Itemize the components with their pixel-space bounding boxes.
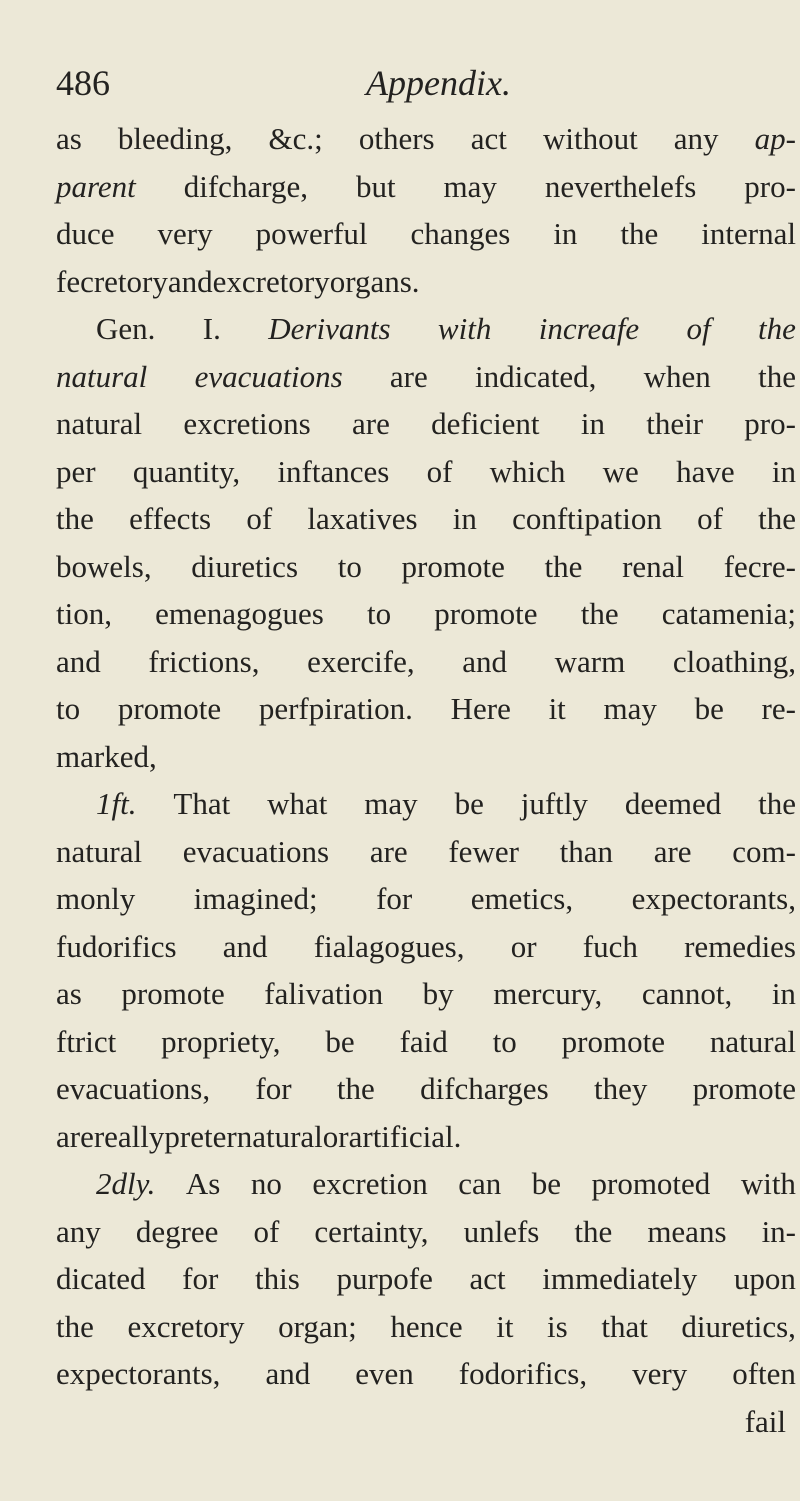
- word: powerful: [255, 216, 368, 251]
- word: promote: [401, 548, 505, 584]
- word: may: [364, 786, 418, 821]
- word: remedies: [684, 928, 796, 964]
- running-title: Appendix.: [366, 63, 511, 103]
- text-line: [56, 1261, 796, 1309]
- word: faid: [399, 1023, 448, 1059]
- catchword: fail: [744, 1403, 786, 1439]
- word: mercury,: [493, 976, 603, 1011]
- word: may: [603, 691, 657, 726]
- word: with: [740, 1166, 796, 1201]
- word: the: [56, 501, 94, 536]
- word: in: [771, 453, 796, 489]
- page-header: [56, 62, 776, 112]
- word: difcharge,: [183, 168, 308, 204]
- word: duce: [56, 216, 115, 251]
- word: this: [254, 1261, 300, 1296]
- word: That: [173, 786, 231, 821]
- text-line: [56, 121, 796, 169]
- word: natural: [56, 406, 143, 441]
- word: upon: [733, 1261, 796, 1296]
- word: the: [574, 1213, 613, 1249]
- text-line: [56, 169, 796, 217]
- word: often: [732, 1356, 796, 1391]
- word: purpofe: [336, 1261, 433, 1296]
- word: pro-: [744, 406, 796, 441]
- word: imagined;: [193, 881, 318, 916]
- text-line: [56, 739, 796, 787]
- word: really: [93, 1118, 165, 1154]
- word: laxatives: [307, 501, 418, 536]
- word: the: [336, 1071, 375, 1106]
- word: fecretory: [56, 263, 168, 299]
- word: effects: [129, 501, 212, 536]
- word: are: [369, 833, 408, 869]
- word: and: [265, 1356, 311, 1391]
- word: falivation: [264, 976, 384, 1011]
- word: natural: [56, 833, 143, 869]
- word: internal: [701, 216, 796, 251]
- word: Here: [450, 691, 511, 726]
- text-line: [56, 501, 796, 549]
- word: any: [56, 1213, 101, 1249]
- word: it: [496, 1308, 514, 1344]
- word: bowels,: [56, 548, 152, 584]
- word: natural: [709, 1023, 796, 1059]
- word: others: [358, 121, 435, 156]
- text-line: [56, 596, 796, 644]
- word: warm: [554, 643, 626, 679]
- word: the: [544, 548, 583, 584]
- word: are: [56, 1118, 94, 1154]
- word: expectorants,: [631, 881, 796, 916]
- word: fodorifics,: [458, 1356, 588, 1391]
- word: have: [676, 453, 735, 489]
- word: promote: [434, 596, 538, 631]
- word: in: [452, 501, 477, 536]
- word: no: [250, 1166, 282, 1201]
- word: inftances: [277, 453, 390, 489]
- text-line: [56, 311, 796, 359]
- word: marked,: [56, 738, 157, 774]
- word: ftrict: [56, 1023, 117, 1059]
- word: Derivants: [268, 311, 391, 346]
- word: the: [758, 786, 796, 821]
- word: it: [548, 691, 566, 726]
- word: natural: [56, 358, 148, 394]
- word: and: [56, 643, 101, 679]
- word: tion,: [56, 596, 112, 631]
- word: promote: [117, 691, 222, 726]
- word: and: [167, 263, 213, 299]
- word: which: [489, 453, 566, 489]
- text-line: [56, 549, 796, 597]
- word: organ;: [278, 1308, 357, 1344]
- text-line: [56, 454, 796, 502]
- word: bleeding,: [117, 121, 233, 156]
- word: of: [253, 1213, 280, 1249]
- word: emetics,: [470, 881, 574, 916]
- word: promote: [561, 1023, 665, 1059]
- text-line: [56, 1119, 796, 1167]
- word: of: [246, 501, 273, 536]
- word: may: [443, 168, 497, 204]
- word: expectorants,: [56, 1356, 221, 1391]
- word: propriety,: [161, 1023, 281, 1059]
- word: degree: [135, 1213, 219, 1249]
- word: unlefs: [463, 1213, 540, 1249]
- text-line: [56, 1309, 796, 1357]
- text-line: [56, 929, 796, 977]
- word: of: [426, 453, 453, 489]
- word: excretory: [127, 1308, 245, 1344]
- word: in: [771, 976, 796, 1011]
- word: the: [620, 216, 659, 251]
- word: the: [758, 501, 796, 536]
- word: as: [56, 976, 82, 1011]
- word: any: [673, 121, 719, 156]
- catchword-line: [56, 1404, 796, 1452]
- word: without: [542, 121, 638, 156]
- word: very: [157, 216, 213, 251]
- text-line: [56, 406, 796, 454]
- word: is: [547, 1308, 568, 1344]
- word: their: [646, 406, 704, 441]
- word: act: [469, 1261, 506, 1296]
- word: act: [470, 121, 507, 156]
- word: in: [580, 406, 605, 441]
- text-line: [56, 1024, 796, 1072]
- word: cloathing,: [672, 643, 796, 679]
- word: be: [531, 1166, 561, 1201]
- word: very: [632, 1356, 688, 1391]
- word: As: [185, 1166, 221, 1201]
- word: they: [593, 1071, 648, 1106]
- word: what: [267, 786, 328, 821]
- text-line: [56, 1356, 796, 1404]
- word: artificial.: [348, 1118, 462, 1154]
- word: exercife,: [307, 643, 415, 679]
- word: excretions: [183, 406, 311, 441]
- word: diuretics: [191, 548, 299, 584]
- word: organs.: [329, 263, 420, 299]
- word: parent: [56, 168, 136, 204]
- word: Gen.: [96, 311, 156, 346]
- word: renal: [622, 548, 685, 584]
- word: but: [355, 168, 396, 204]
- word: be: [694, 691, 724, 726]
- word: indicated,: [475, 358, 597, 394]
- word: be: [454, 786, 484, 821]
- word: for: [255, 1071, 292, 1106]
- word: the: [758, 311, 796, 346]
- body-text: [56, 121, 796, 1451]
- word: catamenia;: [661, 596, 796, 631]
- word: with: [437, 311, 492, 346]
- word: that: [601, 1308, 648, 1344]
- word: evacuations,: [56, 1071, 211, 1106]
- word: pro-: [744, 168, 796, 204]
- word: emenagogues: [155, 596, 324, 631]
- word: evacuations: [194, 358, 343, 394]
- word: neverthelefs: [544, 168, 697, 204]
- word: promote: [121, 976, 225, 1011]
- word: to: [337, 548, 362, 584]
- word: diuretics,: [681, 1308, 796, 1344]
- word: even: [355, 1356, 414, 1391]
- word: can: [458, 1166, 502, 1201]
- word: perfpiration.: [258, 691, 413, 726]
- text-line: [56, 264, 796, 312]
- text-line: [56, 834, 796, 882]
- word: &c.;: [268, 121, 323, 156]
- word: hence: [390, 1308, 463, 1344]
- word: fudorifics: [56, 928, 177, 964]
- text-line: [56, 359, 796, 407]
- word: dicated: [56, 1261, 146, 1296]
- word: to: [366, 596, 392, 631]
- word: quantity,: [132, 453, 241, 489]
- word: fuch: [582, 928, 638, 964]
- word: fewer: [448, 833, 519, 869]
- text-line: [56, 976, 796, 1024]
- text-line: [56, 216, 796, 264]
- word: immediately: [542, 1261, 698, 1296]
- word: I.: [202, 311, 221, 346]
- word: the: [758, 358, 796, 394]
- word: or: [322, 1118, 349, 1154]
- word: of: [697, 501, 723, 536]
- word: monly: [56, 881, 136, 916]
- word: to: [492, 1023, 517, 1059]
- word: excretion: [312, 1166, 428, 1201]
- word: 2dly.: [96, 1166, 156, 1201]
- word: the: [56, 1308, 94, 1344]
- word: in: [553, 216, 578, 251]
- word: when: [643, 358, 711, 394]
- word: are: [352, 406, 390, 441]
- word: certainty,: [314, 1213, 429, 1249]
- word: to: [56, 691, 81, 726]
- word: than: [559, 833, 613, 869]
- text-line: [56, 786, 796, 834]
- word: are: [653, 833, 692, 869]
- word: per: [56, 453, 96, 489]
- text-line: [56, 881, 796, 929]
- word: fialagogues,: [313, 928, 465, 964]
- text-line: [56, 644, 796, 692]
- word: promoted: [591, 1166, 711, 1201]
- word: the: [580, 596, 619, 631]
- word: conftipation: [512, 501, 662, 536]
- page-number: 486: [56, 63, 110, 103]
- word: deemed: [624, 786, 722, 821]
- word: ap-: [754, 121, 796, 156]
- word: re-: [761, 691, 796, 726]
- word: com-: [732, 833, 796, 869]
- text-line: [56, 1071, 796, 1119]
- word: evacuations: [182, 833, 330, 869]
- text-line: [56, 1214, 796, 1262]
- text-line: [56, 1166, 796, 1214]
- word: means: [647, 1213, 727, 1249]
- word: for: [376, 881, 413, 916]
- word: by: [422, 976, 454, 1011]
- word: and: [222, 928, 268, 964]
- word: increafe: [538, 311, 640, 346]
- word: excretory: [212, 263, 330, 299]
- word: be: [325, 1023, 355, 1059]
- word: promote: [692, 1071, 796, 1106]
- word: fecre-: [723, 548, 796, 584]
- word: preternatural: [164, 1118, 323, 1154]
- word: are: [389, 358, 428, 394]
- word: of: [686, 311, 711, 346]
- word: juftly: [520, 786, 588, 821]
- word: in-: [761, 1213, 796, 1249]
- word: 1ft.: [96, 786, 137, 821]
- word: we: [602, 453, 639, 489]
- word: difcharges: [420, 1071, 549, 1106]
- word: or: [510, 928, 537, 964]
- word: deficient: [431, 406, 540, 441]
- word: for: [182, 1261, 219, 1296]
- word: cannot,: [641, 976, 733, 1011]
- word: and: [462, 643, 508, 679]
- word: changes: [410, 216, 511, 251]
- word: frictions,: [148, 643, 260, 679]
- word: as: [56, 121, 82, 156]
- text-line: [56, 691, 796, 739]
